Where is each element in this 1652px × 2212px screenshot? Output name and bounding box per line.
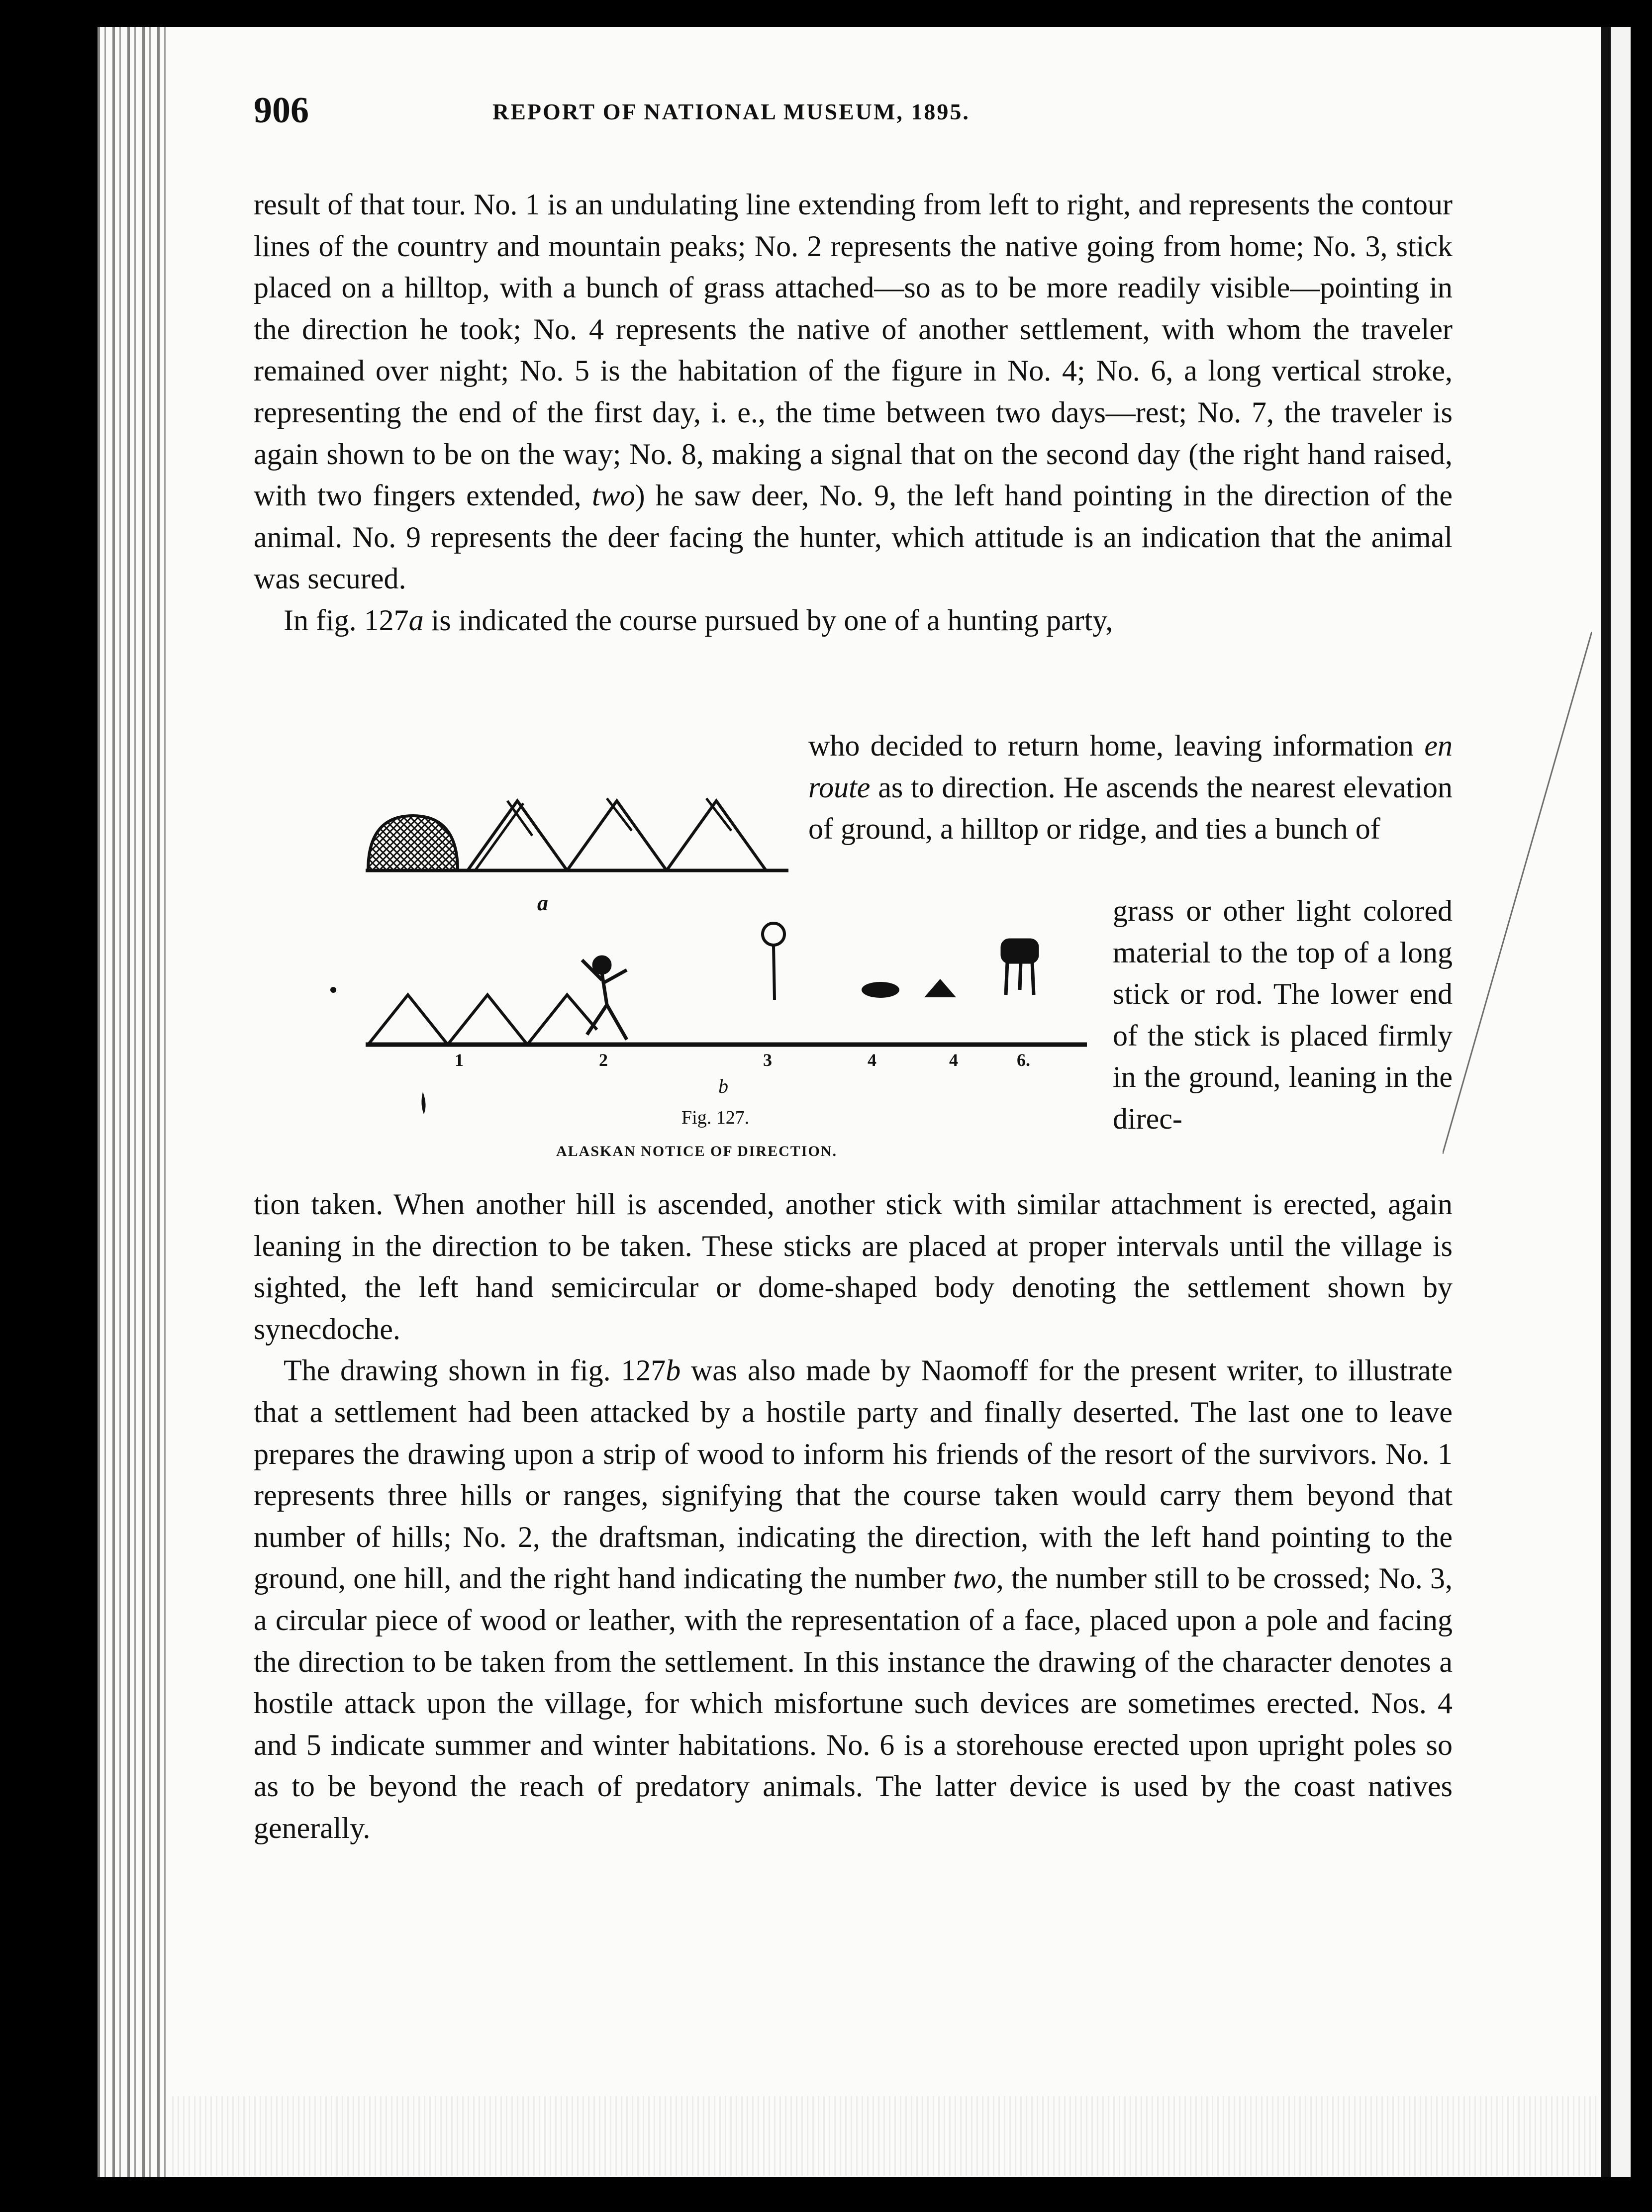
text-block-bottom [254, 1184, 1453, 1849]
page-edge-shadow [172, 2096, 1600, 2176]
paragraph-2-right-b: grass or other light colored material to the top of a long stick or rod. The lower end of the stick is placed firmly in the ground, leaning in the direc- [1113, 894, 1453, 1135]
figure-number-6: 6. [1017, 1050, 1030, 1070]
three-hills-icon [368, 995, 597, 1045]
figure-number-3: 3 [763, 1050, 772, 1070]
winter-habitation-icon [924, 979, 956, 997]
figure-label-b: b [718, 1075, 728, 1097]
figure-number-labels [448, 1050, 1094, 1074]
pencil-stroke-mark [1443, 632, 1592, 1154]
figure-number-2: 2 [599, 1050, 608, 1070]
storehouse-icon [1002, 940, 1037, 995]
paragraph-2-start: In fig. 127a is indicated the course pursued by one of a hunting party, [284, 603, 1113, 637]
paragraph-2-end: tion taken. When another hill is ascended, another stick with similar attachment is erected, again leaning in the direction to be taken. These sticks are placed at proper intervals until the village is sighted, the left hand semicircular or dome-shaped body denoting the settlement shown by synecdoche. [254, 1188, 1453, 1346]
next-page-edge [1611, 27, 1631, 2177]
figure-number-4: 4 [868, 1050, 876, 1070]
figure-a [366, 798, 788, 870]
figure-b [330, 923, 1087, 1114]
draftsman-figure-icon [582, 957, 627, 1040]
ink-mark [421, 1092, 425, 1114]
text-block-top [254, 184, 1453, 642]
text-block-right-lower [1113, 890, 1453, 1140]
paragraph-2-right-a: who decided to return home, leaving information en route as to direction. He ascends the nearest elevation of ground, a hilltop or ridge, and ties a bunch of [808, 729, 1453, 846]
page-header [254, 90, 1224, 139]
figure-caption-number: Fig. 127. [681, 1107, 750, 1128]
settlement-dome-icon [368, 816, 458, 870]
page-number: 906 [254, 90, 309, 131]
figure-number-5: 4 [949, 1050, 958, 1070]
page-border [1601, 27, 1611, 2177]
paragraph-1: result of that tour. No. 1 is an undulating line extending from left to right, and represents the contour lines of the country and mountain peaks; No. 2 represents the native going from home; No. 3, stick placed on a hilltop, with a bunch of grass attached—so as to be more readily visible—pointing in the direction he took; No. 4 represents the native of another settlement, with whom the traveler remained over night; No. 5 is the habitation of the figure in No. 4; No. 6, a long vertical stroke, representing the end of the first day, i. e., the time between two days—rest; No. 7, the traveler is again shown to be on the way; No. 8, making a signal that on the second day (the right hand raised, with two fingers extended, two) he saw deer, No. 9, the left hand pointing in the direction of the animal. No. 9 represents the deer facing the hunter, which attitude is an indication that the animal was secured. [254, 188, 1453, 595]
paragraph-3: The drawing shown in fig. 127b was also made by Naomoff for the present writer, to illustrate that a settlement had been attacked by a hostile party and finally deserted. The last one to leave prepares the drawing upon a strip of wood to inform his friends of the resort of the survivors. No. 1 represents three hills or ranges, signifying that the course taken would carry them beyond that number of hills; No. 2, the draftsman, indicating the direction, with the left hand pointing to the ground, one hill, and the right hand indicating the number two, the number still to be crossed; No. 3, a circular piece of wood or leather, with the representation of a face, placed upon a pole and facing the direction to be taken from the settlement. In this instance the drawing of the character denotes a hostile attack upon the village, for which misfortune such devices are sometimes erected. Nos. 4 and 5 indicate summer and winter habitations. No. 6 is a storehouse erected upon upright poles so as to be beyond the reach of predatory animals. The latter device is used by the coast natives generally. [254, 1354, 1453, 1844]
figure-caption-title: ALASKAN NOTICE OF DIRECTION. [556, 1143, 837, 1159]
figure-number-1: 1 [455, 1050, 464, 1070]
face-on-pole-icon [763, 923, 784, 1000]
figure-label-a: a [537, 891, 548, 915]
summer-habitation-icon [862, 982, 899, 998]
ink-speck [330, 987, 336, 993]
running-head: REPORT OF NATIONAL MUSEUM, 1895. [492, 99, 970, 124]
binding-gutter [97, 27, 172, 2177]
